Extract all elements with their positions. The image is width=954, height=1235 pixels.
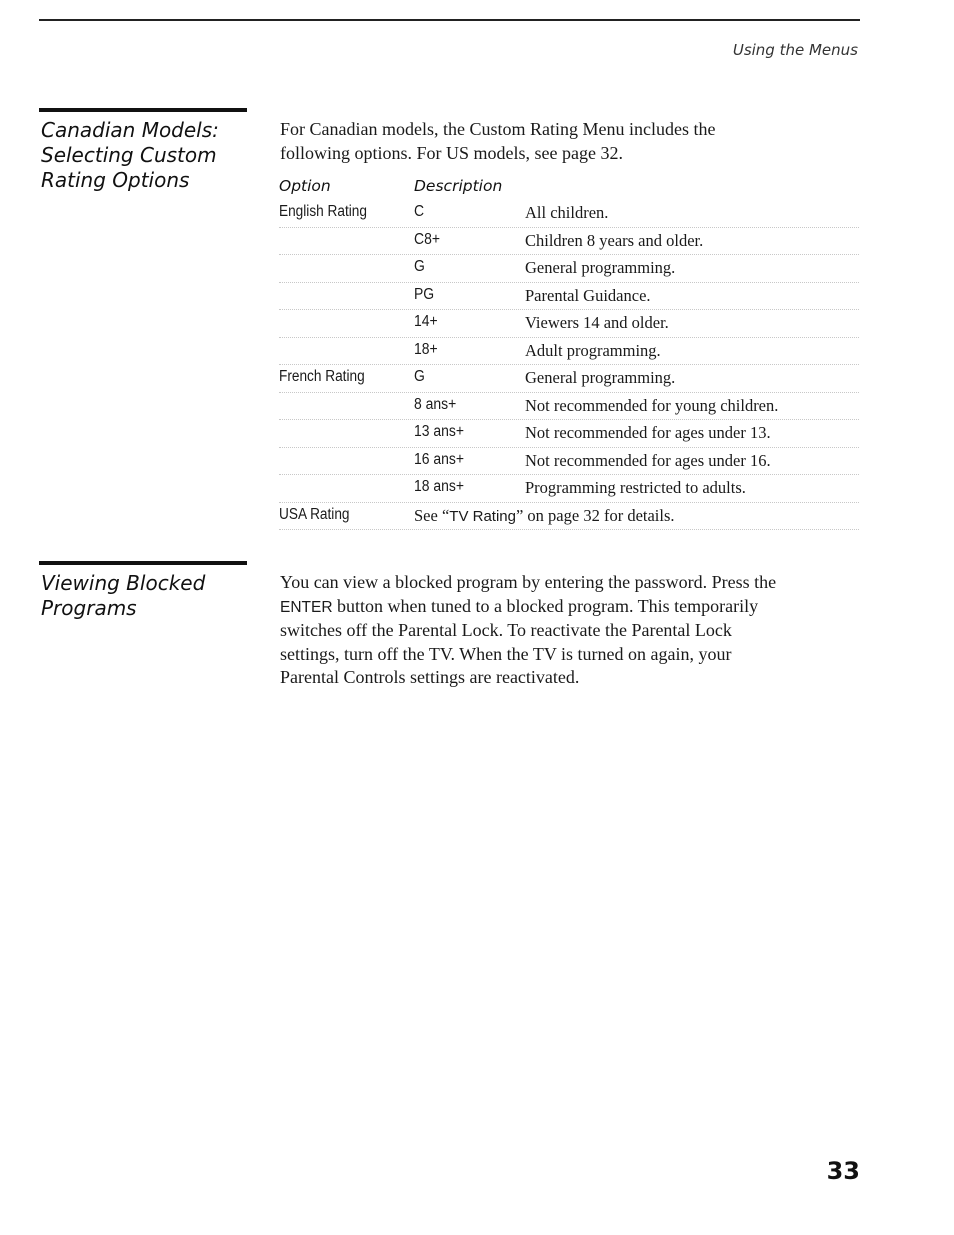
rating-code-cell: 18 ans+ <box>414 478 465 495</box>
rating-description-cell: Not recommended for young children. <box>525 395 779 415</box>
usa-rating-description-cell <box>414 506 675 526</box>
section-title-line: Viewing Blocked <box>41 571 206 595</box>
rating-code-cell: 8 ans+ <box>414 395 457 413</box>
option-column-header: Option <box>279 177 331 195</box>
table-row <box>279 283 859 311</box>
enter-button-term: ENTER <box>280 598 333 616</box>
rating-code-cell: PG <box>414 285 435 303</box>
section-title-viewing-blocked <box>41 571 251 621</box>
rating-code-cell: 13 ans+ <box>414 423 465 440</box>
paragraph-line: settings, turn off the TV. When the TV is turned on again, your <box>280 643 732 664</box>
viewing-blocked-paragraph <box>280 571 776 690</box>
table-row <box>279 365 859 393</box>
paragraph-text: button when tuned to a blocked program. This temporarily <box>332 595 759 616</box>
section-rule-viewing-blocked <box>39 561 247 565</box>
paragraph-line: Parental Controls settings are reactivated. <box>280 667 580 687</box>
table-row <box>279 255 859 283</box>
table-row <box>279 228 859 256</box>
section-title-line: Rating Options <box>41 168 190 192</box>
option-cell: English Rating <box>279 203 367 220</box>
table-row <box>279 310 859 338</box>
paragraph-line: For Canadian models, the Custom Rating Menu includes the <box>280 119 716 139</box>
section-title-line: Programs <box>41 596 137 620</box>
rating-code-cell: C <box>414 203 425 220</box>
rating-code-cell: 14+ <box>414 313 438 330</box>
rating-code-cell: C8+ <box>414 230 440 248</box>
canadian-intro-paragraph <box>280 118 715 165</box>
description-text: ” on page 32 for details. <box>515 505 675 525</box>
rating-code-cell: 18+ <box>414 340 438 358</box>
section-title-line: Selecting Custom <box>41 143 217 167</box>
description-column-header: Description <box>414 177 503 195</box>
rating-description-cell: General programming. <box>525 368 676 387</box>
paragraph-line: switches off the Parental Lock. To reactivate the Parental Lock <box>280 620 732 640</box>
table-row <box>279 200 859 228</box>
rating-code-cell: G <box>414 368 425 385</box>
rating-description-cell: All children. <box>525 203 609 222</box>
rating-description-cell: Children 8 years and older. <box>525 230 704 250</box>
section-rule-canadian <box>39 108 247 112</box>
rating-code-cell: 16 ans+ <box>414 450 465 468</box>
top-rule <box>39 19 860 21</box>
option-cell: USA Rating <box>279 505 350 523</box>
table-header <box>279 174 859 200</box>
paragraph-line: You can view a blocked program by entering the password. Press the <box>280 572 777 592</box>
rating-description-cell: Programming restricted to adults. <box>525 478 746 497</box>
rating-description-cell: Parental Guidance. <box>525 285 651 305</box>
rating-description-cell: Viewers 14 and older. <box>525 313 669 332</box>
paragraph-line <box>280 595 776 620</box>
rating-description-cell: General programming. <box>525 258 676 277</box>
table-row <box>279 448 859 476</box>
table-row <box>279 393 859 421</box>
option-cell: French Rating <box>279 368 365 385</box>
section-title-canadian <box>41 118 251 193</box>
table-row <box>279 503 859 531</box>
rating-code-cell: G <box>414 258 425 275</box>
page-number: 33 <box>826 1157 860 1185</box>
description-text: See “ <box>414 505 450 525</box>
tv-rating-term: TV Rating <box>449 507 516 525</box>
paragraph-line: following options. For US models, see page 32. <box>280 142 623 163</box>
rating-description-cell: Adult programming. <box>525 340 661 360</box>
rating-description-cell: Not recommended for ages under 13. <box>525 423 771 442</box>
table-row <box>279 420 859 448</box>
table-row <box>279 338 859 366</box>
rating-description-cell: Not recommended for ages under 16. <box>525 450 771 470</box>
rating-options-table <box>279 174 859 530</box>
running-header: Using the Menus <box>732 41 858 59</box>
section-title-line: Canadian Models: <box>41 118 219 142</box>
table-row <box>279 475 859 503</box>
